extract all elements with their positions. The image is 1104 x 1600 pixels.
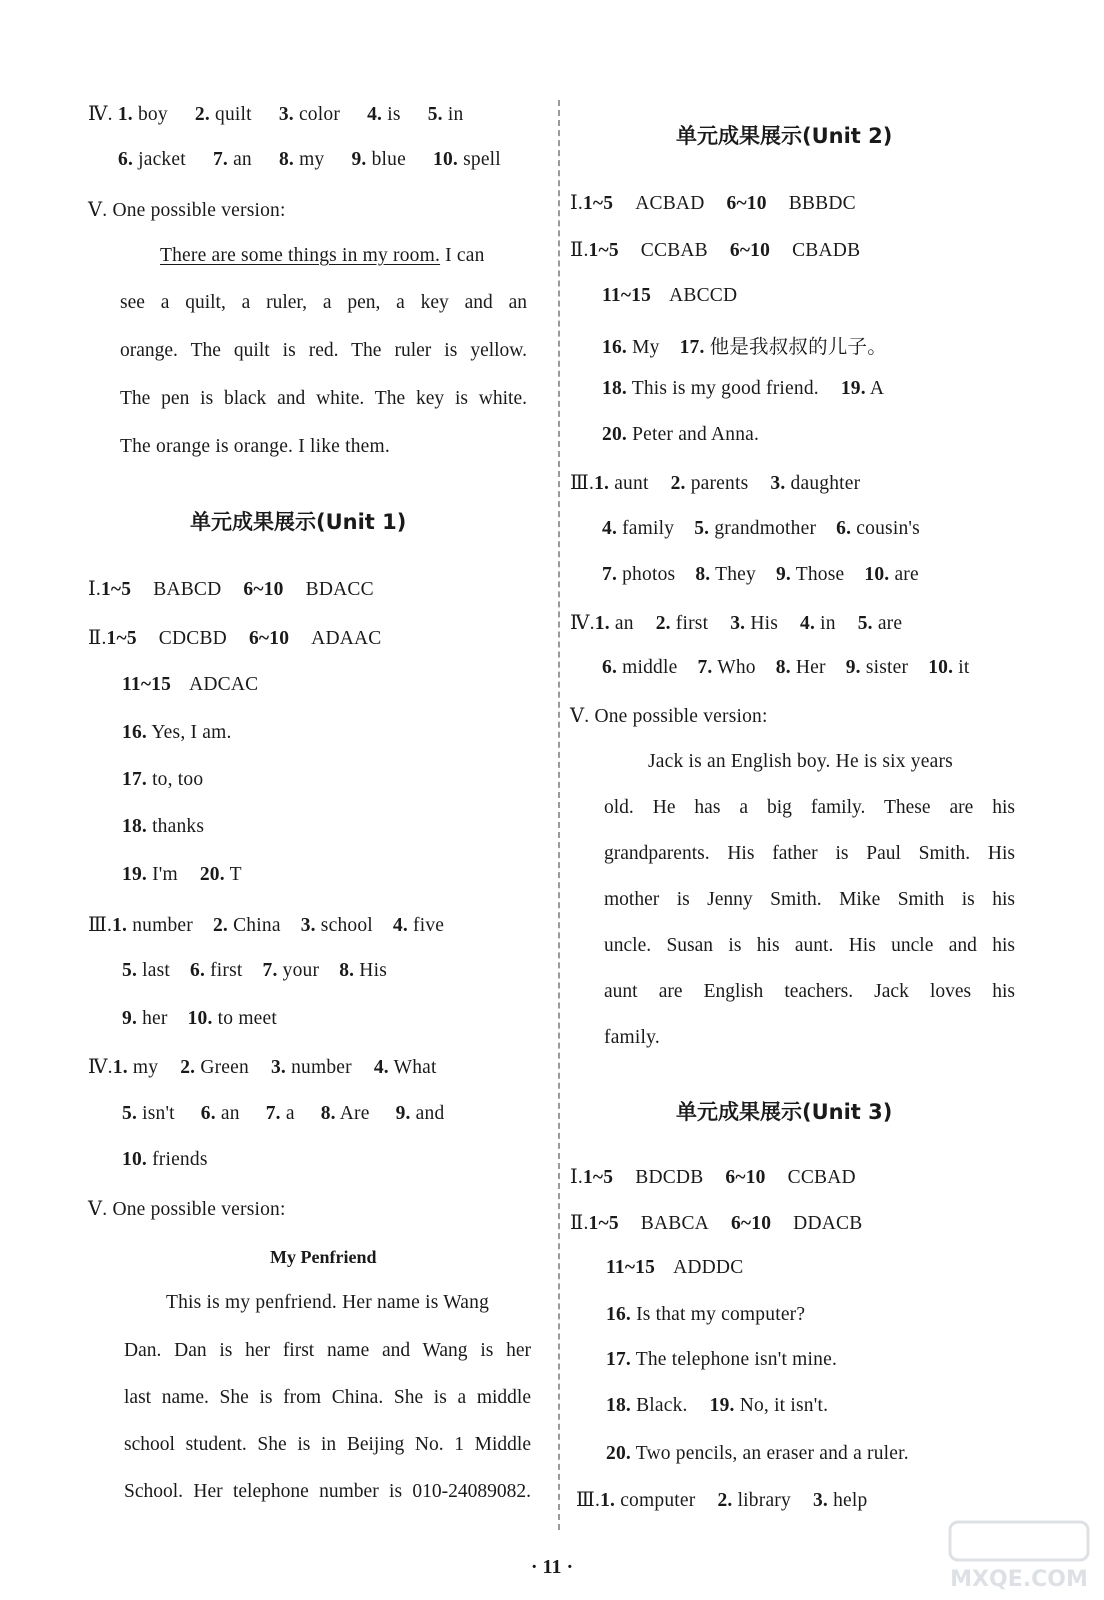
unit1-iii-row3: 9. her 10. to meet — [122, 1008, 278, 1029]
unit2-iv-row1: Ⅳ.1. an 2. first 3. His 4. in 5. are — [570, 613, 903, 634]
essay-line: The orange is orange. I like them. — [120, 436, 390, 457]
unit3-ii-answers: Ⅱ.1~5 BABCA 6~10 DDACB — [570, 1213, 863, 1234]
essay-line: uncle. Susan is his aunt. His uncle and his — [604, 935, 1015, 956]
essay-line: last name. She is from China. She is a middle — [124, 1387, 531, 1408]
essay-line: old. He has a big family. These are his — [604, 797, 1015, 818]
essay-line: school student. She is in Beijing No. 1 Middle — [124, 1434, 531, 1455]
essay-title: My Penfriend — [270, 1247, 377, 1267]
essay-line: This is my penfriend. Her name is Wang — [166, 1292, 490, 1313]
essay-line: mother is Jenny Smith. Mike Smith is his — [604, 889, 1015, 910]
unit3-ii-q18-q19: 18. Black. 19. No, it isn't. — [606, 1395, 829, 1416]
essay-line: see a quilt, a ruler, a pen, a key and an — [120, 292, 527, 313]
unit1-ii-q19-q20: 19. I'm 20. T — [122, 864, 242, 885]
watermark-logo — [944, 1518, 1094, 1592]
unit2-iii-row1: Ⅲ.1. aunt 2. parents 3. daughter — [570, 473, 861, 494]
unit2-ii-q16-q17: 16. My 17. 他是我叔叔的儿子。 — [602, 335, 887, 358]
unit2-iv-row2: 6. middle 7. Who 8. Her 9. sister 10. it — [602, 657, 970, 678]
unit3-ii-q20: 20. Two pencils, an eraser and a ruler. — [606, 1443, 909, 1464]
unit3-ii-q17: 17. The telephone isn't mine. — [606, 1349, 838, 1370]
unit1-ii-q16: 16. Yes, I am. — [122, 722, 232, 743]
unit1-iv-row1: Ⅳ.1. my 2. Green 3. number 4. What — [88, 1057, 437, 1078]
unit1-ii-q18: 18. thanks — [122, 816, 205, 837]
unit3-iii-row1: Ⅲ.1. computer 2. library 3. help — [576, 1490, 868, 1511]
essay-line: orange. The quilt is red. The ruler is yellow. — [120, 340, 527, 361]
unit2-title: 单元成果展示(Unit 2) — [676, 124, 893, 148]
unit1-iv-row2: 5. isn't 6. an 7. a 8. Are 9. and — [122, 1103, 445, 1124]
unit2-ii-q20: 20. Peter and Anna. — [602, 424, 760, 445]
essay-line: School. Her telephone number is 010-24089082. — [124, 1481, 531, 1502]
page-number: · 11 · — [530, 1556, 574, 1578]
unit3-title: 单元成果展示(Unit 3) — [676, 1100, 893, 1124]
section-iv-answers-row2: 6. jacket 7. an 8. my 9. blue 10. spell — [118, 149, 501, 170]
unit2-iii-row3: 7. photos 8. They 9. Those 10. are — [602, 564, 919, 585]
unit1-ii-answers: Ⅱ.1~5 CDCBD 6~10 ADAAC — [88, 628, 382, 649]
unit1-iii-row1: Ⅲ.1. number 2. China 3. school 4. five — [88, 915, 445, 936]
unit2-i-answers: Ⅰ.1~5 ACBAD 6~10 BBBDC — [570, 193, 856, 214]
unit1-ii-11-15: 11~15 ADCAC — [122, 674, 259, 695]
column-divider — [558, 100, 560, 1530]
unit1-title: 单元成果展示(Unit 1) — [190, 510, 407, 534]
essay-line: The pen is black and white. The key is white. — [120, 388, 527, 409]
unit1-i-answers: Ⅰ.1~5 BABCD 6~10 BDACC — [88, 579, 374, 600]
unit1-v-heading: Ⅴ. One possible version: — [88, 1199, 286, 1220]
essay-line: Jack is an English boy. He is six years — [648, 751, 953, 772]
section-v-heading: Ⅴ. One possible version: — [88, 200, 286, 221]
unit2-ii-11-15: 11~15 ABCCD — [602, 285, 738, 306]
essay-line: There are some things in my room. I can — [160, 245, 485, 266]
section-iv-answers-row1: Ⅳ. 1. boy 2. quilt 3. color 4. is 5. in — [88, 104, 464, 125]
unit2-ii-q18-q19: 18. This is my good friend. 19. A — [602, 378, 885, 399]
essay-line: family. — [604, 1027, 660, 1048]
watermark-text: MXQE.COM — [950, 1567, 1088, 1592]
unit2-v-heading: Ⅴ. One possible version: — [570, 706, 768, 727]
essay-line: grandparents. His father is Paul Smith. His — [604, 843, 1015, 864]
essay-line: Dan. Dan is her first name and Wang is her — [124, 1340, 531, 1361]
unit2-ii-answers: Ⅱ.1~5 CCBAB 6~10 CBADB — [570, 240, 861, 261]
unit3-ii-11-15: 11~15 ADDDC — [606, 1257, 744, 1278]
unit1-ii-q17: 17. to, too — [122, 769, 204, 790]
unit3-i-answers: Ⅰ.1~5 BDCDB 6~10 CCBAD — [570, 1167, 856, 1188]
unit1-iv-row3: 10. friends — [122, 1149, 208, 1170]
unit2-iii-row2: 4. family 5. grandmother 6. cousin's — [602, 518, 920, 539]
unit3-ii-q16: 16. Is that my computer? — [606, 1304, 806, 1325]
unit1-iii-row2: 5. last 6. first 7. your 8. His — [122, 960, 387, 981]
essay-line: aunt are English teachers. Jack loves his — [604, 981, 1015, 1002]
